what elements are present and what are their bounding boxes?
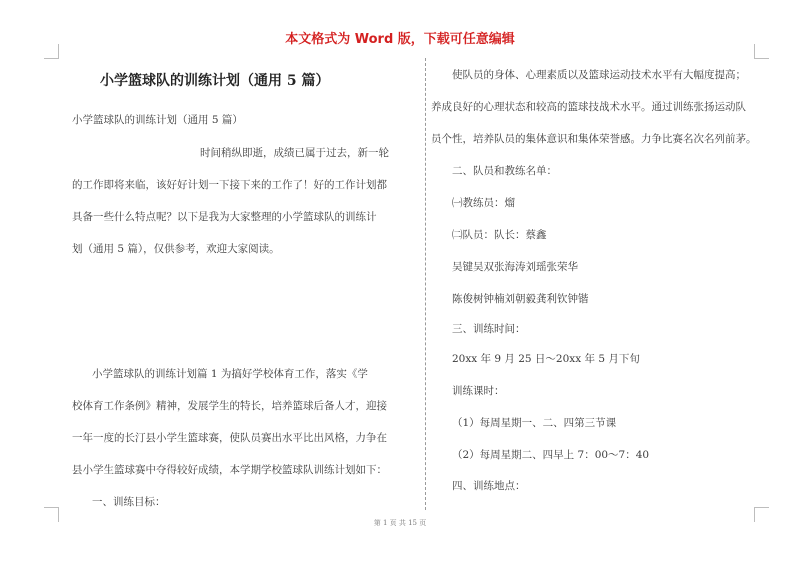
section-heading: 一、训练目标：: [92, 496, 166, 508]
right-line: 养成良好的心理状态和较高的篮球技战术水平。通过训练张扬运动队: [431, 101, 746, 113]
body-line: 一年一度的长汀县小学生篮球赛，使队员赛出水平比出风格，力争在: [72, 432, 387, 444]
page-footer: 第 1 页 共 15 页: [373, 519, 427, 527]
right-line: 员个性，培养队员的集体意识和集体荣誉感。力争比赛名次名列前茅。: [431, 133, 757, 145]
players-line: 吴键吴双张海涛刘瑶张荣华: [452, 261, 578, 273]
players-line: 陈俊树钟楠刘朝毅龚利钦钟锴: [452, 293, 589, 305]
schedule-line: （2）每周星期二、四早上 7：00～7：40: [452, 449, 650, 461]
body-line: 县小学生篮球赛中夺得较好成绩，本学期学校篮球队训练计划如下：: [72, 464, 387, 476]
captain-line: ㈡队员：队长：蔡鑫: [452, 229, 547, 241]
section-heading: 二、队员和教练名单：: [452, 165, 557, 177]
intro-line: 时间稍纵即逝，成绩已属于过去，新一轮: [200, 147, 389, 159]
subtitle: 小学篮球队的训练计划（通用 5 篇）: [72, 114, 243, 126]
coach-line: ㈠教练员：熘: [452, 197, 515, 209]
intro-line: 划（通用 5 篇），仅供参考，欢迎大家阅读。: [72, 243, 280, 255]
format-banner: 本文格式为 Word 版，下载可任意编辑: [285, 32, 515, 47]
column-divider: [425, 58, 426, 510]
document-title: 小学篮球队的训练计划（通用 5 篇）: [100, 73, 330, 89]
hours-heading: 训练课时：: [452, 385, 505, 397]
section-heading: 三、训练时间：: [452, 323, 526, 335]
body-line: 小学篮球队的训练计划篇 1 为搞好学校体育工作，落实《学: [92, 368, 368, 380]
intro-line: 具备一些什么特点呢？以下是我为大家整理的小学篮球队的训练计: [72, 211, 377, 223]
date-range-line: 20xx 年 9 月 25 日～20xx 年 5 月下旬: [452, 353, 640, 365]
intro-line: 的工作即将来临，该好好计划一下接下来的工作了！好的工作计划都: [72, 179, 387, 191]
right-line: 使队员的身体、心理素质以及篮球运动技术水平有大幅度提高；: [452, 69, 746, 81]
section-heading: 四、训练地点：: [452, 480, 526, 492]
schedule-line: （1）每周星期一、二、四第三节课: [452, 417, 617, 429]
body-line: 校体育工作条例》精神，发展学生的特长，培养篮球后备人才，迎接: [72, 400, 387, 412]
